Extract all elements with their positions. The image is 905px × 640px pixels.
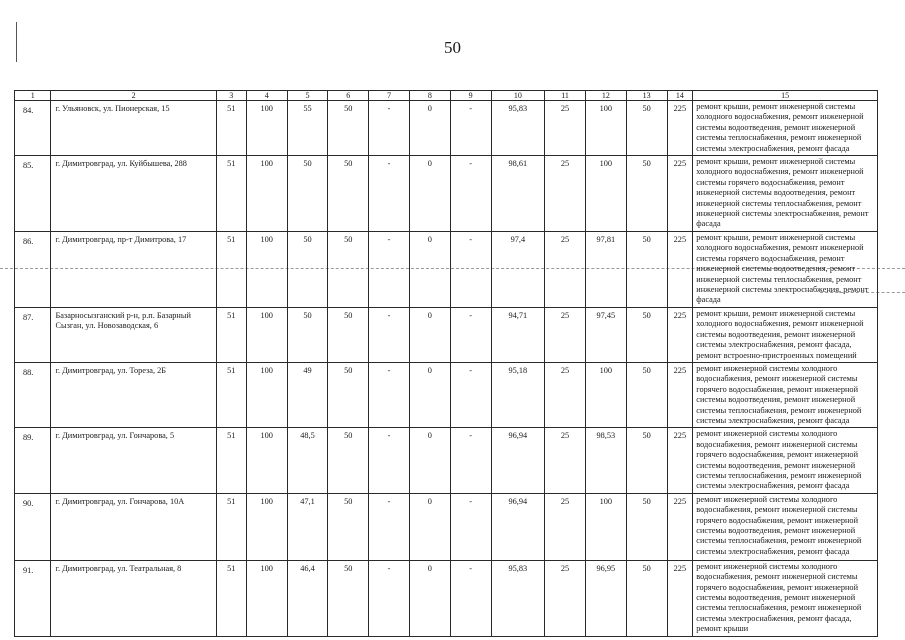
value-cell: 100: [246, 307, 287, 362]
value-cell: -: [369, 362, 410, 427]
address-cell: г. Димитровград, пр-т Димитрова, 17: [51, 231, 216, 307]
value-cell: 98,61: [491, 156, 545, 232]
value-cell: -: [450, 362, 491, 427]
value-cell: 50: [328, 362, 369, 427]
value-cell: -: [450, 493, 491, 560]
value-cell: 51: [216, 307, 246, 362]
column-header: 8: [409, 91, 450, 101]
value-cell: -: [369, 428, 410, 493]
value-cell: 97,81: [585, 231, 626, 307]
value-cell: 225: [667, 428, 693, 493]
address-cell: г. Димитровград, ул. Гончарова, 10А: [51, 493, 216, 560]
work-types-cell: ремонт инженерной системы холодного водоснабжения, ремонт инженерной системы горячего водоснабжения, ремонт инженерной системы водоотведения, ремонт инженерной системы теплоснабжения, ремонт инженерной системы электроснабжения, ремонт фасада: [693, 428, 878, 493]
value-cell: 50: [626, 307, 667, 362]
value-cell: -: [369, 493, 410, 560]
value-cell: 50: [328, 493, 369, 560]
value-cell: 50: [626, 428, 667, 493]
row-number: 91.: [15, 560, 51, 636]
value-cell: 47,1: [287, 493, 328, 560]
value-cell: 25: [545, 362, 586, 427]
table-row: [15, 493, 878, 560]
row-number: 86.: [15, 231, 51, 307]
value-cell: 96,94: [491, 493, 545, 560]
value-cell: 25: [545, 428, 586, 493]
value-cell: -: [450, 156, 491, 232]
table-row: [15, 231, 878, 307]
value-cell: 50: [328, 560, 369, 636]
address-cell: г. Димитровград, ул. Театральная, 8: [51, 560, 216, 636]
value-cell: 225: [667, 362, 693, 427]
column-header: 9: [450, 91, 491, 101]
value-cell: 0: [409, 362, 450, 427]
row-number: 87.: [15, 307, 51, 362]
value-cell: 97,4: [491, 231, 545, 307]
value-cell: 100: [246, 428, 287, 493]
value-cell: 25: [545, 560, 586, 636]
value-cell: 51: [216, 101, 246, 156]
value-cell: 0: [409, 307, 450, 362]
value-cell: 50: [626, 156, 667, 232]
value-cell: 0: [409, 493, 450, 560]
value-cell: 100: [246, 493, 287, 560]
value-cell: 94,71: [491, 307, 545, 362]
value-cell: 100: [585, 101, 626, 156]
value-cell: 0: [409, 560, 450, 636]
value-cell: 51: [216, 560, 246, 636]
value-cell: 0: [409, 428, 450, 493]
value-cell: -: [369, 560, 410, 636]
value-cell: -: [369, 156, 410, 232]
value-cell: 50: [328, 428, 369, 493]
column-header: 14: [667, 91, 693, 101]
value-cell: 0: [409, 231, 450, 307]
value-cell: -: [369, 307, 410, 362]
table-row: [15, 560, 878, 636]
value-cell: 51: [216, 428, 246, 493]
value-cell: 48,5: [287, 428, 328, 493]
value-cell: -: [450, 428, 491, 493]
value-cell: 46,4: [287, 560, 328, 636]
value-cell: 50: [626, 560, 667, 636]
value-cell: 55: [287, 101, 328, 156]
address-cell: г. Димитровград, ул. Куйбышева, 288: [51, 156, 216, 232]
page-number: 50: [444, 38, 461, 57]
value-cell: 51: [216, 493, 246, 560]
value-cell: 49: [287, 362, 328, 427]
column-header: 7: [369, 91, 410, 101]
value-cell: -: [450, 307, 491, 362]
value-cell: 50: [287, 231, 328, 307]
column-header: 4: [246, 91, 287, 101]
column-header: 3: [216, 91, 246, 101]
row-number: 89.: [15, 428, 51, 493]
value-cell: 97,45: [585, 307, 626, 362]
value-cell: 50: [287, 307, 328, 362]
value-cell: 225: [667, 560, 693, 636]
work-types-cell: ремонт инженерной системы холодного водоснабжения, ремонт инженерной системы горячего водоснабжения, ремонт инженерной системы водоотведения, ремонт инженерной системы теплоснабжения, ремонт инженерной системы электроснабжения, ремонт фасада: [693, 493, 878, 560]
value-cell: 25: [545, 231, 586, 307]
work-types-cell: ремонт инженерной системы холодного водоснабжения, ремонт инженерной системы горячего водоснабжения, ремонт инженерной системы водоотведения, ремонт инженерной системы теплоснабжения, ремонт инженерной системы электроснабжения, ремонт фасада: [693, 362, 878, 427]
column-header: 15: [693, 91, 878, 101]
row-number: 88.: [15, 362, 51, 427]
column-header: 2: [51, 91, 216, 101]
column-number-row: [15, 91, 878, 101]
row-number: 85.: [15, 156, 51, 232]
work-types-cell: ремонт крыши, ремонт инженерной системы холодного водоснабжения, ремонт инженерной системы горячего водоснабжения, ремонт инженерной системы водоотведения, ремонт инженерной системы теплоснабжения, ремонт инженерной системы электроснабжения, ремонт фасада: [693, 156, 878, 232]
value-cell: 95,83: [491, 101, 545, 156]
work-types-cell: ремонт крыши, ремонт инженерной системы холодного водоснабжения, ремонт инженерной системы водоотведения, ремонт инженерной системы теплоснабжения, ремонт инженерной системы электроснабжения, ремонт фасада: [693, 101, 878, 156]
value-cell: 225: [667, 493, 693, 560]
value-cell: 25: [545, 493, 586, 560]
value-cell: -: [450, 560, 491, 636]
row-number: 84.: [15, 101, 51, 156]
work-types-cell: ремонт крыши, ремонт инженерной системы холодного водоснабжения, ремонт инженерной системы водоотведения, ремонт инженерной системы электроснабжения, ремонт фасада, ремонт встроенно-пристроенных помещений: [693, 307, 878, 362]
column-header: 10: [491, 91, 545, 101]
value-cell: -: [450, 101, 491, 156]
column-header: 5: [287, 91, 328, 101]
column-header: 12: [585, 91, 626, 101]
value-cell: 100: [585, 493, 626, 560]
work-types-cell: ремонт инженерной системы холодного водоснабжения, ремонт инженерной системы горячего водоснабжения, ремонт инженерной системы водоотведения, ремонт инженерной системы теплоснабжения, ремонт инженерной системы электроснабжения, ремонт фасада, ремонт крыши: [693, 560, 878, 636]
address-cell: г. Димитровград, ул. Гончарова, 5: [51, 428, 216, 493]
value-cell: 50: [626, 362, 667, 427]
column-header: 13: [626, 91, 667, 101]
value-cell: 100: [246, 101, 287, 156]
value-cell: 225: [667, 156, 693, 232]
value-cell: 51: [216, 362, 246, 427]
value-cell: 25: [545, 156, 586, 232]
value-cell: 51: [216, 156, 246, 232]
column-header: 1: [15, 91, 51, 101]
value-cell: -: [369, 101, 410, 156]
value-cell: 95,18: [491, 362, 545, 427]
address-cell: Базарносызганский р-н, р.п. Базарный Сызган, ул. Новозаводская, 6: [51, 307, 216, 362]
value-cell: 50: [328, 231, 369, 307]
value-cell: -: [450, 231, 491, 307]
table-row: [15, 307, 878, 362]
value-cell: 225: [667, 307, 693, 362]
value-cell: 50: [626, 493, 667, 560]
value-cell: 51: [216, 231, 246, 307]
value-cell: 95,83: [491, 560, 545, 636]
table-row: [15, 362, 878, 427]
work-types-cell: ремонт крыши, ремонт инженерной системы холодного водоснабжения, ремонт инженерной системы горячего водоснабжения, ремонт инженерной системы водоотведения, ремонт инженерной системы теплоснабжения, ремонт инженерной системы электроснабжения, ремонт фасада: [693, 231, 878, 307]
value-cell: 98,53: [585, 428, 626, 493]
value-cell: 50: [328, 156, 369, 232]
address-cell: г. Димитровград, ул. Тореза, 2Б: [51, 362, 216, 427]
table-row: [15, 428, 878, 493]
column-header: 6: [328, 91, 369, 101]
value-cell: 225: [667, 101, 693, 156]
table-row: [15, 156, 878, 232]
value-cell: 50: [328, 307, 369, 362]
value-cell: 50: [328, 101, 369, 156]
value-cell: 100: [585, 156, 626, 232]
value-cell: 100: [585, 362, 626, 427]
value-cell: 0: [409, 156, 450, 232]
value-cell: 225: [667, 231, 693, 307]
value-cell: 100: [246, 362, 287, 427]
row-number: 90.: [15, 493, 51, 560]
column-header: 11: [545, 91, 586, 101]
value-cell: 96,94: [491, 428, 545, 493]
value-cell: 100: [246, 560, 287, 636]
repair-registry-table: [14, 90, 878, 637]
value-cell: 25: [545, 307, 586, 362]
value-cell: 50: [626, 101, 667, 156]
value-cell: 96,95: [585, 560, 626, 636]
value-cell: 100: [246, 156, 287, 232]
value-cell: 100: [246, 231, 287, 307]
value-cell: 50: [626, 231, 667, 307]
value-cell: 0: [409, 101, 450, 156]
value-cell: 25: [545, 101, 586, 156]
value-cell: -: [369, 231, 410, 307]
value-cell: 50: [287, 156, 328, 232]
table-row: [15, 101, 878, 156]
address-cell: г. Ульяновск, ул. Пионерская, 15: [51, 101, 216, 156]
